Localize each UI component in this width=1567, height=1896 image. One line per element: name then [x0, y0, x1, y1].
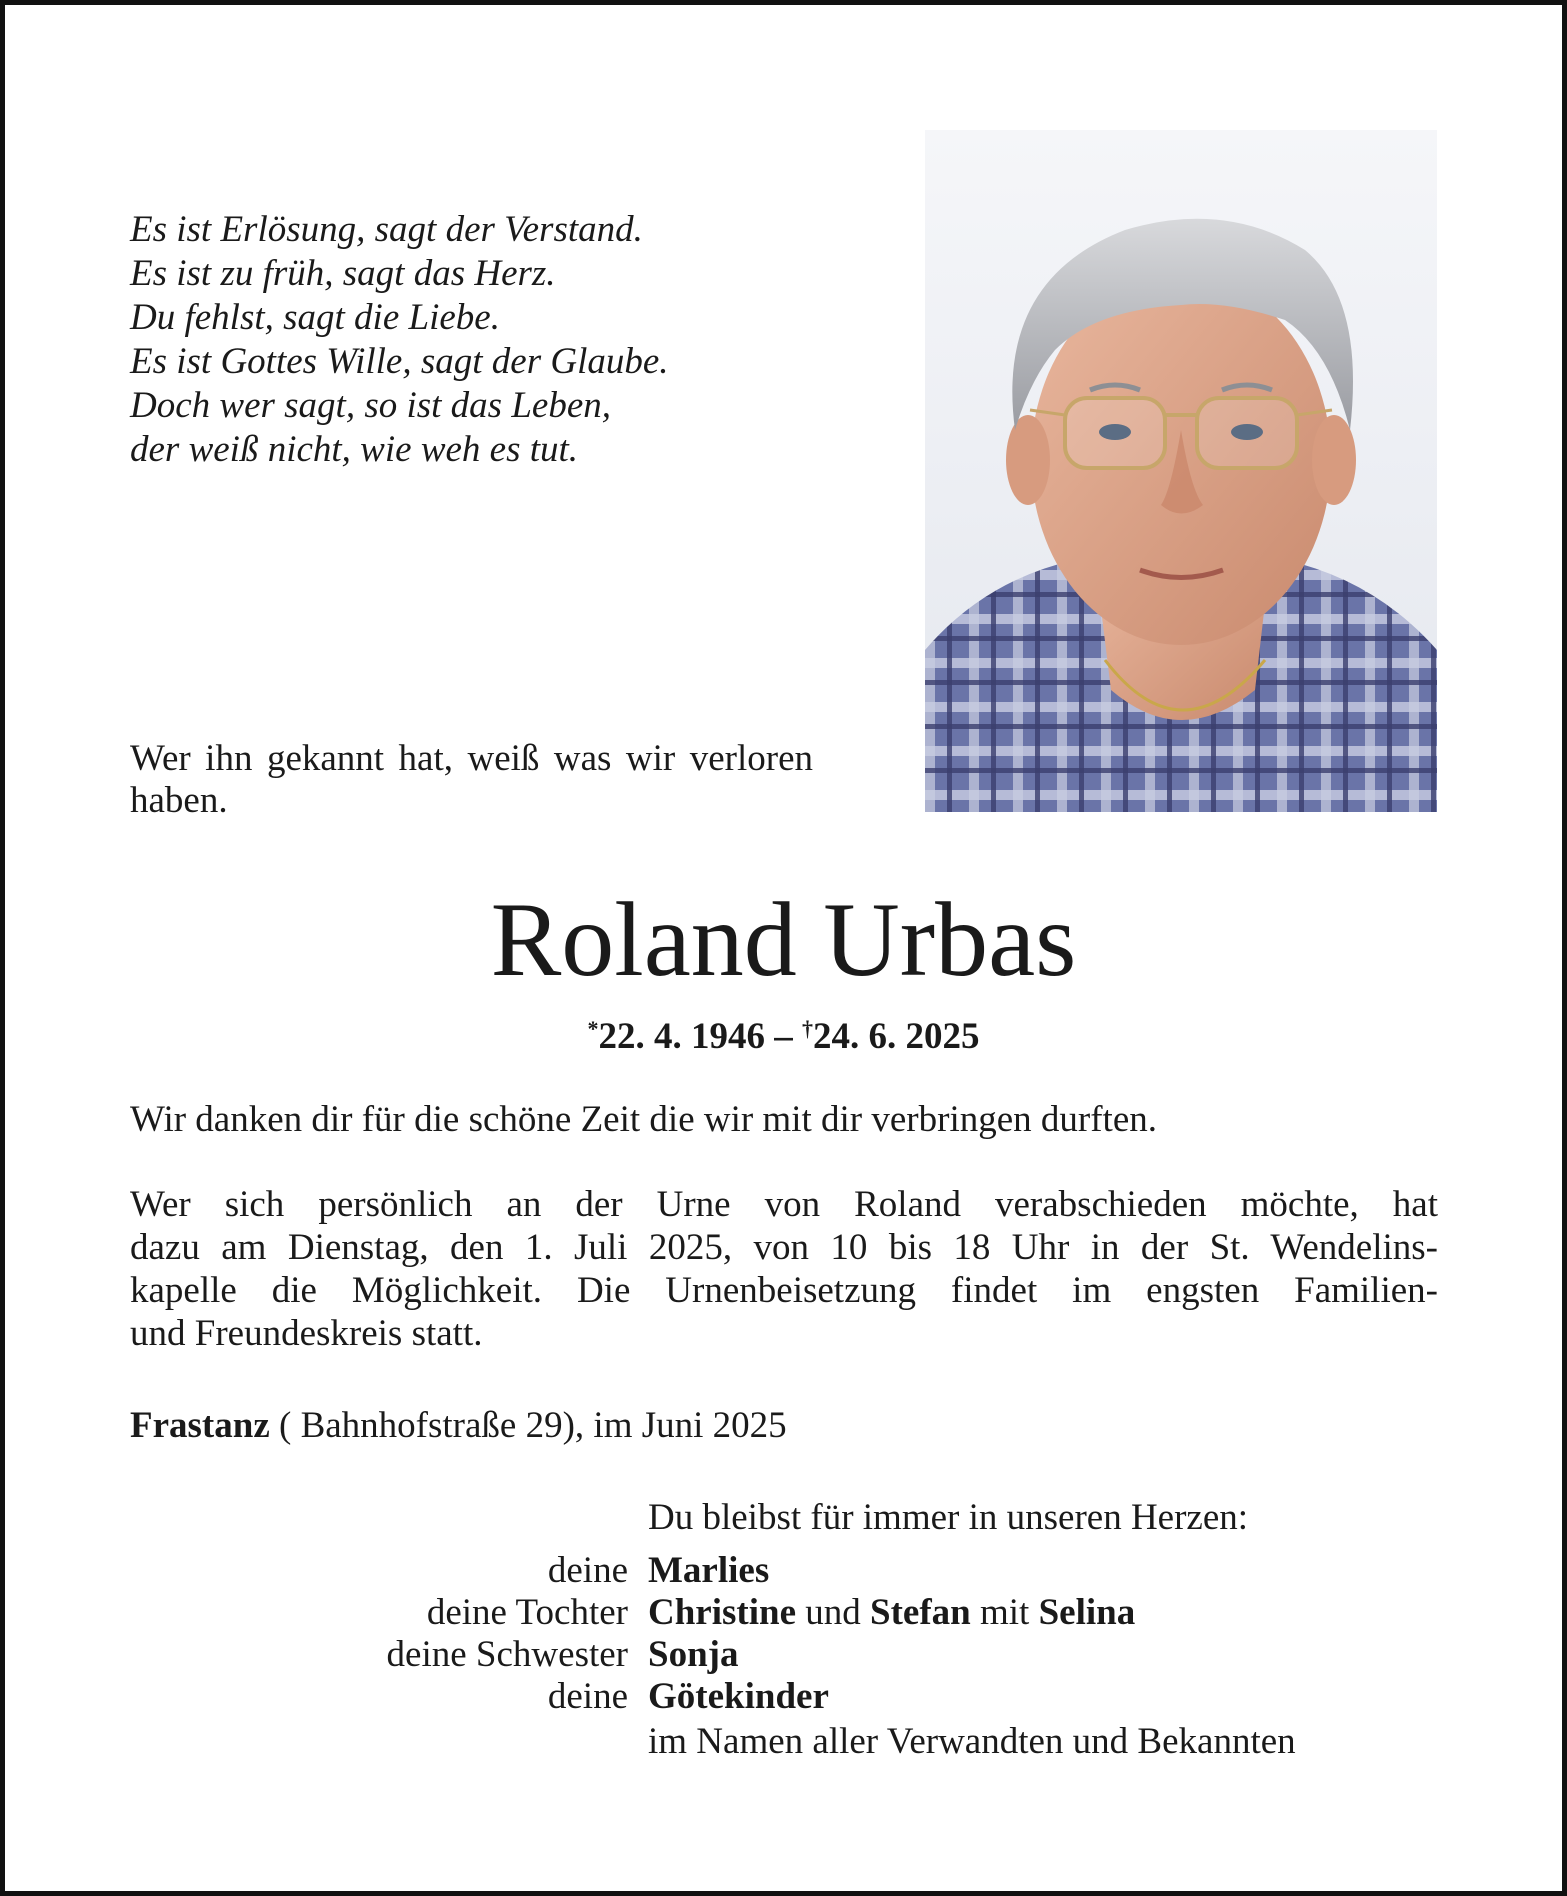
place-and-date	[130, 1404, 1430, 1448]
date-separator: –	[765, 1016, 802, 1057]
ceremony-line: Wer sich persönlich an der Urne von Roland verabschieden möchte, hat	[130, 1184, 1438, 1225]
name-connector: und	[796, 1592, 870, 1633]
quote: Wer ihn gekannt hat, weiß was wir verloren haben.	[130, 738, 813, 821]
mourner-name: Sonja	[648, 1634, 739, 1675]
poem	[130, 208, 770, 472]
deceased-name: Roland Urbas	[490, 881, 1077, 998]
death-symbol: †	[802, 1016, 813, 1041]
poem-line: Es ist Gottes Wille, sagt der Glaube.	[130, 341, 669, 382]
ceremony-line: kapelle die Möglichkeit. Die Urnenbeisetzung findet im engsten Familien-	[130, 1270, 1438, 1311]
birth-symbol: *	[587, 1016, 599, 1041]
mourner-names	[648, 1676, 1430, 1718]
poem-line: Es ist Erlösung, sagt der Verstand.	[130, 209, 643, 250]
mourner-name: Stefan	[870, 1592, 971, 1633]
mourner-names	[648, 1550, 1430, 1592]
mourner-row	[130, 1550, 1430, 1592]
mourner-relation: deine	[547, 1550, 628, 1591]
poem-line: Es ist zu früh, sagt das Herz.	[130, 253, 556, 294]
mourner-names	[648, 1592, 1430, 1634]
town-name: Frastanz	[130, 1405, 270, 1446]
address-date: ( Bahnhofstraße 29), im Juni 2025	[269, 1405, 787, 1446]
mourner-row	[130, 1634, 1430, 1676]
ceremony-line: dazu am Dienstag, den 1. Juli 2025, von 10 bis 18 Uhr in der St. Wendelins-	[130, 1227, 1438, 1268]
portrait-photo	[925, 130, 1437, 812]
poem-line: Du fehlst, sagt die Liebe.	[130, 297, 500, 338]
mourners-list	[130, 1550, 1430, 1718]
ceremony-info	[130, 1183, 1438, 1355]
mourner-name: Christine	[648, 1592, 796, 1633]
poem-line: der weiß nicht, wie weh es tut.	[130, 429, 579, 470]
poem-line: Doch wer sagt, so ist das Leben,	[130, 385, 611, 426]
death-date: 24. 6. 2025	[813, 1016, 980, 1057]
mourner-names	[648, 1634, 1430, 1676]
ceremony-line: und Freundeskreis statt.	[130, 1313, 483, 1354]
mourner-name: Götekinder	[648, 1676, 829, 1717]
mourner-row	[130, 1676, 1430, 1718]
thanks-text: Wir danken dir für die schöne Zeit die wir mit dir verbringen durften.	[130, 1099, 1157, 1140]
mourner-name: Selina	[1038, 1592, 1136, 1633]
mourner-name: Marlies	[648, 1550, 770, 1591]
signoff: im Namen aller Verwandten und Bekannten	[648, 1721, 1296, 1762]
mourner-relation: deine	[547, 1676, 628, 1717]
closing-line: Du bleibst für immer in unseren Herzen:	[648, 1497, 1249, 1538]
mourner-relation: deine Schwester	[386, 1634, 628, 1675]
portrait-illustration	[925, 130, 1437, 812]
mourner-row	[130, 1592, 1430, 1634]
birth-date: 22. 4. 1946	[598, 1016, 765, 1057]
life-dates	[0, 1007, 1567, 1059]
mourner-relation: deine Tochter	[426, 1592, 628, 1633]
name-connector: mit	[970, 1592, 1039, 1633]
